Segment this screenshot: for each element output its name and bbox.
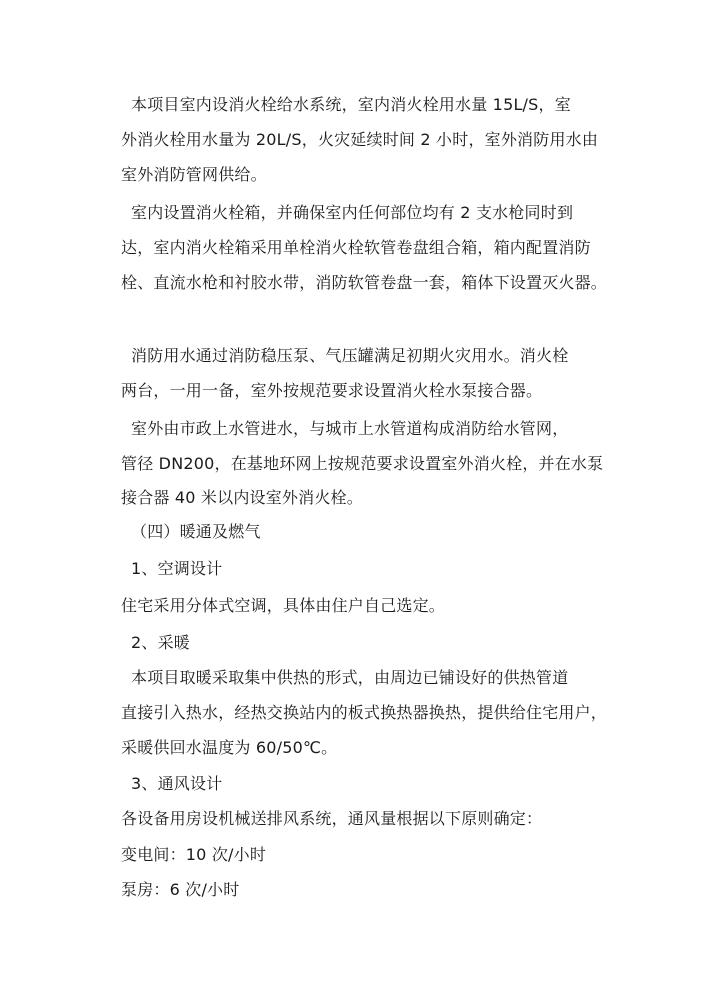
paragraph-heating-line-1: 本项目取暖采取集中供热的形式，由周边已铺设好的供热管道 bbox=[131, 668, 569, 687]
paragraph-3-line-1: 消防用水通过消防稳压泵、气压罐满足初期火灾用水。消火栓 bbox=[131, 346, 569, 365]
paragraph-1-line-2: 外消火栓用水量为 20L/S，火灾延续时间 2 小时，室外消防用水由 bbox=[121, 130, 599, 149]
paragraph-2-line-1: 室内设置消火栓箱，并确保室内任何部位均有 2 支水枪同时到 bbox=[131, 203, 574, 222]
subheading-air-conditioning: 1、空调设计 bbox=[131, 559, 223, 578]
ventilation-substation-rate: 变电间：10 次/小时 bbox=[121, 845, 267, 864]
paragraph-heating-line-2: 直接引入热水，经热交换站内的板式换热器换热，提供给住宅用户， bbox=[121, 703, 608, 722]
paragraph-4-line-1: 室外由市政上水管进水，与城市上水管道构成消防给水管网， bbox=[131, 419, 569, 438]
paragraph-1-line-3: 室外消防管网供给。 bbox=[121, 165, 267, 184]
paragraph-2-line-3: 栓、直流水枪和衬胶水带，消防软管卷盘一套，箱体下设置灭火器。 bbox=[121, 273, 608, 292]
paragraph-4-line-2: 管径 DN200，在基地环网上按规范要求设置室外消火栓，并在水泵 bbox=[121, 454, 604, 473]
paragraph-1-line-1: 本项目室内设消火栓给水系统，室内消火栓用水量 15L/S，室 bbox=[131, 95, 571, 114]
subheading-ventilation: 3、通风设计 bbox=[131, 774, 223, 793]
paragraph-3-line-2: 两台，一用一备，室外按规范要求设置消火栓水泵接合器。 bbox=[121, 381, 543, 400]
section-heading-hvac-gas: （四）暖通及燃气 bbox=[131, 522, 261, 541]
subheading-heating: 2、采暖 bbox=[131, 633, 190, 652]
paragraph-4-line-3: 接合器 40 米以内设室外消火栓。 bbox=[121, 488, 363, 507]
ventilation-pump-room-rate: 泵房：6 次/小时 bbox=[121, 880, 240, 899]
paragraph-2-line-2: 达，室内消火栓箱采用单栓消火栓软管卷盘组合箱，箱内配置消防 bbox=[121, 238, 591, 257]
paragraph-air-conditioning: 住宅采用分体式空调，具体由住户自己选定。 bbox=[121, 596, 446, 615]
paragraph-ventilation: 各设备用房设机械送排风系统，通风量根据以下原则确定： bbox=[121, 809, 543, 828]
paragraph-heating-line-3: 采暖供回水温度为 60/50℃。 bbox=[121, 738, 338, 757]
